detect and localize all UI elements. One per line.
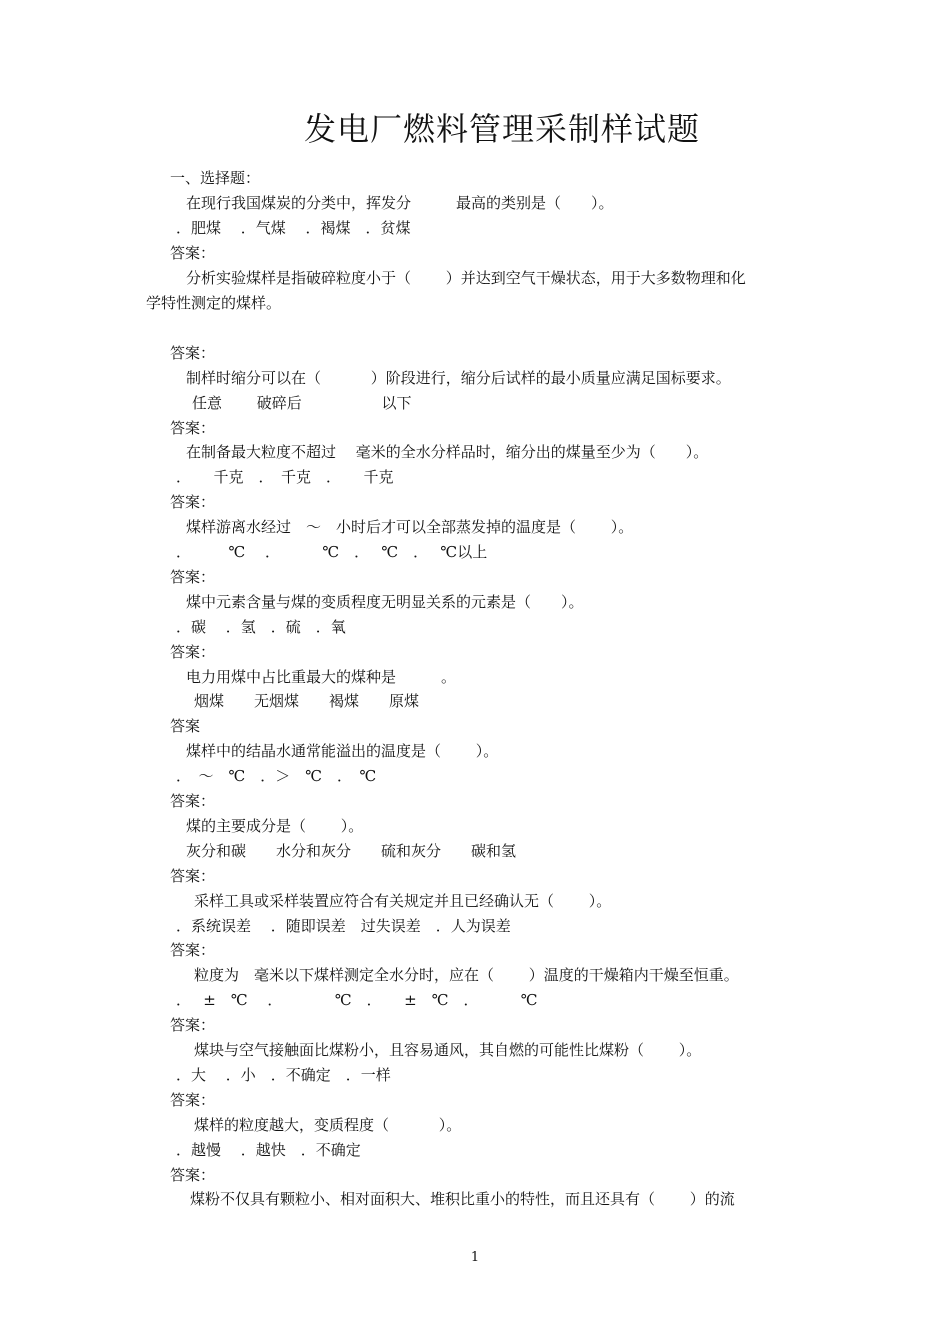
question-7: 电力用煤中占比重最大的煤种是 。 — [186, 668, 457, 686]
question-10: 采样工具或采样装置应符合有关规定并且已经确认无（ ）。 — [194, 892, 612, 910]
options-8: ． ～ ℃ ．＞ ℃ ． ℃ — [176, 767, 377, 785]
answer-12: 答案： — [170, 1091, 216, 1109]
question-2: 分析实验煤样是指破碎粒度小于（ ）并达到空气干燥状态，用于大多数物理和化 — [186, 269, 746, 287]
options-9: 灰分和碳 水分和灰分 硫和灰分 碳和氢 — [186, 842, 517, 860]
question-14: 煤粉不仅具有颗粒小、相对面积大、堆积比重小的特性，而且还具有（ ）的流 — [190, 1190, 735, 1208]
options-7: 烟煤 无烟煤 褐煤 原煤 — [194, 692, 420, 710]
answer-7: 答案 — [170, 717, 201, 735]
options-1: ．肥煤 ．气煤 ．褐煤 ．贫煤 — [176, 219, 411, 237]
question-8: 煤样中的结晶水通常能溢出的温度是（ ）。 — [186, 742, 499, 760]
question-5: 煤样游离水经过 ～ 小时后才可以全部蒸发掉的温度是（ ）。 — [186, 518, 634, 536]
options-6: ．碳 ．氢 ．硫 ．氧 — [176, 618, 346, 636]
question-9: 煤的主要成分是（ ）。 — [186, 817, 364, 835]
question-11: 粒度为 毫米以下煤样测定全水分时，应在（ ）温度的干燥箱内干燥至恒重。 — [194, 966, 739, 984]
options-11: ． ± ℃ ． ℃ ． ± ℃ ． ℃ — [176, 991, 538, 1009]
section-heading: 一、选择题： — [170, 169, 261, 187]
answer-11: 答案： — [170, 1016, 216, 1034]
options-3: 任意 破碎后 以下 — [192, 394, 412, 412]
question-6: 煤中元素含量与煤的变质程度无明显关系的元素是（ ）。 — [186, 593, 584, 611]
question-12: 煤块与空气接触面比煤粉小，且容易通风，其自燃的可能性比煤粉（ ）。 — [194, 1041, 702, 1059]
options-13: ．越慢 ．越快 ．不确定 — [176, 1141, 361, 1159]
answer-3: 答案： — [170, 419, 216, 437]
answer-10: 答案： — [170, 941, 216, 959]
question-4: 在制备最大粒度不超过 毫米的全水分样品时，缩分出的煤量至少为（ ）。 — [186, 443, 709, 461]
answer-8: 答案： — [170, 792, 216, 810]
answer-1: 答案： — [170, 244, 216, 262]
question-13: 煤样的粒度越大，变质程度（ ）。 — [194, 1116, 462, 1134]
options-5: ． ℃ ． ℃ ． ℃ ． ℃以上 — [176, 543, 488, 561]
options-12: ．大 ．小 ．不确定 ．一样 — [176, 1066, 391, 1084]
answer-13: 答案： — [170, 1166, 216, 1184]
answer-5: 答案： — [170, 568, 216, 586]
options-4: ． 千克 ． 千克 ． 千克 — [176, 468, 394, 486]
answer-4: 答案： — [170, 493, 216, 511]
question-3: 制样时缩分可以在（ ）阶段进行，缩分后试样的最小质量应满足国标要求。 — [186, 369, 731, 387]
page-title: 发电厂燃料管理采制样试题 — [303, 110, 700, 148]
question-2-cont: 学特性测定的煤样。 — [146, 294, 282, 312]
page-number: 1 — [470, 1250, 480, 1265]
answer-6: 答案： — [170, 643, 216, 661]
answer-9: 答案： — [170, 867, 216, 885]
question-1: 在现行我国煤炭的分类中，挥发分 最高的类别是（ ）。 — [186, 194, 614, 212]
options-10: ．系统误差 ．随即误差 过失误差 ．人为误差 — [176, 917, 511, 935]
answer-2: 答案： — [170, 344, 216, 362]
